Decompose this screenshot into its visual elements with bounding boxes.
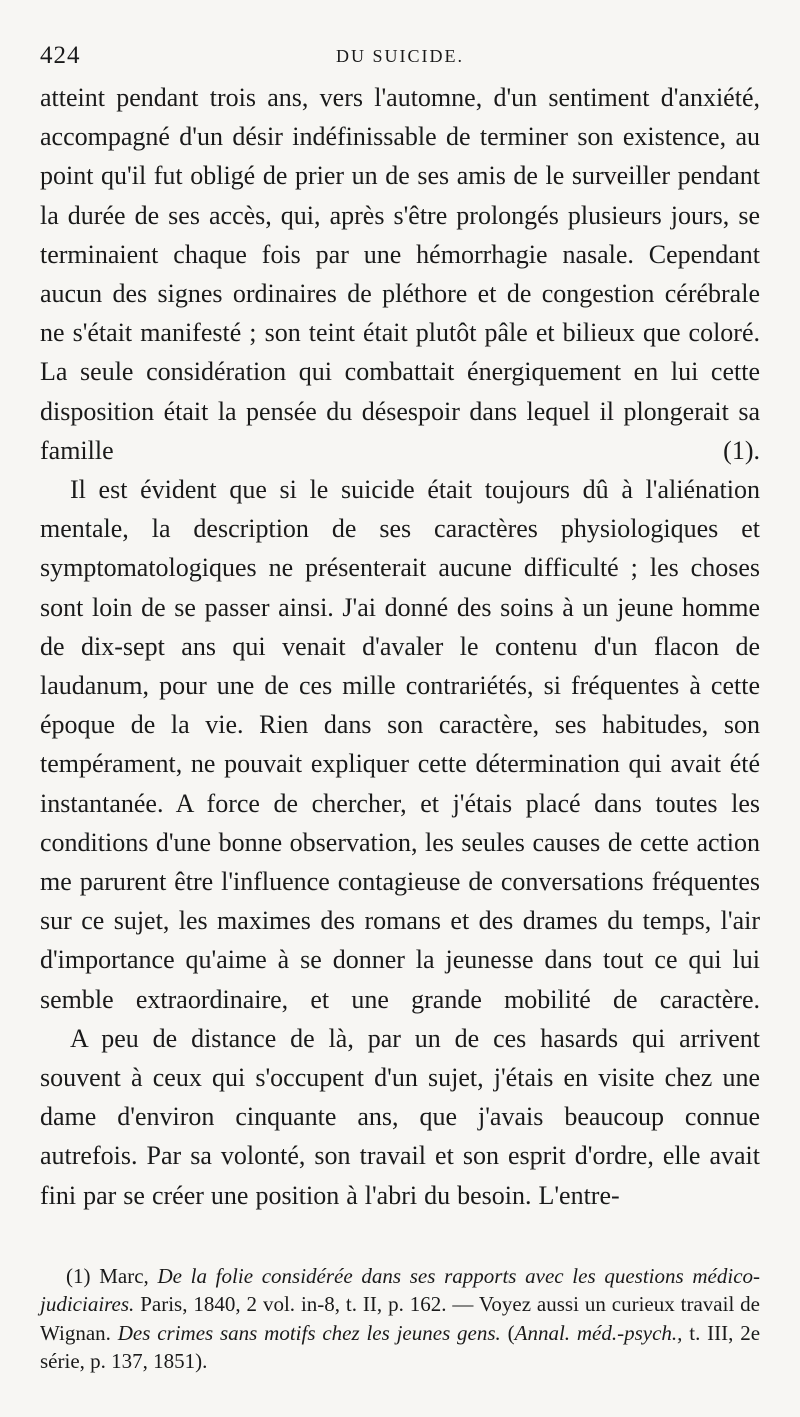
footnote-journal: Annal. méd.-psych., [514,1320,683,1345]
paragraph-continuation: atteint pendant trois ans, vers l'automne, d'un sentiment d'anxiété, accompagné d'un désir indéfinissable de terminer son existence, au point qu'il fut obligé de prier un de ses amis de le surveiller pendant la durée de ses accès, qui, après s'être prolongés plusieurs jours, se terminaient chaque fois par une hémorrhagie nasale. Cependant aucun des signes ordinaires de pléthore et de congestion cérébrale ne s'était manifesté ; son teint était plutôt pâle et bilieux que coloré. La seule considération qui combattait énergiquement en lui cette disposition était la pensée du désespoir dans lequel il plongerait sa famille (1). [40,83,760,465]
footnote-details-2: t. III, 2e série, p. 137, 1851). [40,1320,761,1374]
footnote-details-1: Paris, 1840, 2 vol. in-8, t. II, p. 162. — Voyez aussi un curieux travail de Wignan. [40,1292,761,1345]
paragraph-suicide-evidence: Il est évident que si le suicide était toujours dû à l'aliénation mentale, la description de ses caractères physiologiques et symptomatologiques ne présenterait aucune difficulté ; les choses sont loin de se passer ainsi. J'ai donné des soins à un jeune homme de dix-sept ans qui venait d'avaler le contenu d'un flacon de laudanum, pour une de ces mille contrariétés, si fréquentes à cette époque de la vie. Rien dans son caractère, ses habitudes, son tempérament, ne pouvait expliquer cette détermination qui avait été instantanée. A force de chercher, et j'étais placé dans toutes les conditions d'une bonne observation, les seules causes de cette action me parurent être l'influence contagieuse de conversations fréquentes sur ce sujet, les maximes des romans et des drames du temps, l'air d'importance qu'aime à se donner la jeunesse dans tout ce qui lui semble extraordinaire, et une grande mobilité de caractère. [40,475,760,1014]
footnote-title-2: Des crimes sans motifs chez les jeunes gens. [117,1320,501,1345]
footnote-author: Marc, [99,1264,149,1288]
footnote [40,1262,760,1376]
footnote-marker: (1) [66,1264,91,1288]
page-header [40,42,760,72]
page-number: 424 [40,42,81,69]
paragraph-visit: A peu de distance de là, par un de ces hasards qui arrivent souvent à ceux qui s'occupent d'un sujet, j'étais en visite chez une dame d'environ cinquante ans, que j'avais beaucoup connue autrefois. Par sa volonté, son travail et son esprit d'ordre, elle avait fini par se créer une position à l'abri du besoin. L'entre- [40,1023,760,1210]
footnote-text [40,1262,760,1376]
footnote-paren: ( [507,1320,515,1345]
footnote-title-1: De la folie considérée dans ses rapports avec les questions médico-judiciaires. [40,1264,761,1317]
body-text [40,78,760,1215]
running-title: DU SUICIDE. [336,46,464,66]
